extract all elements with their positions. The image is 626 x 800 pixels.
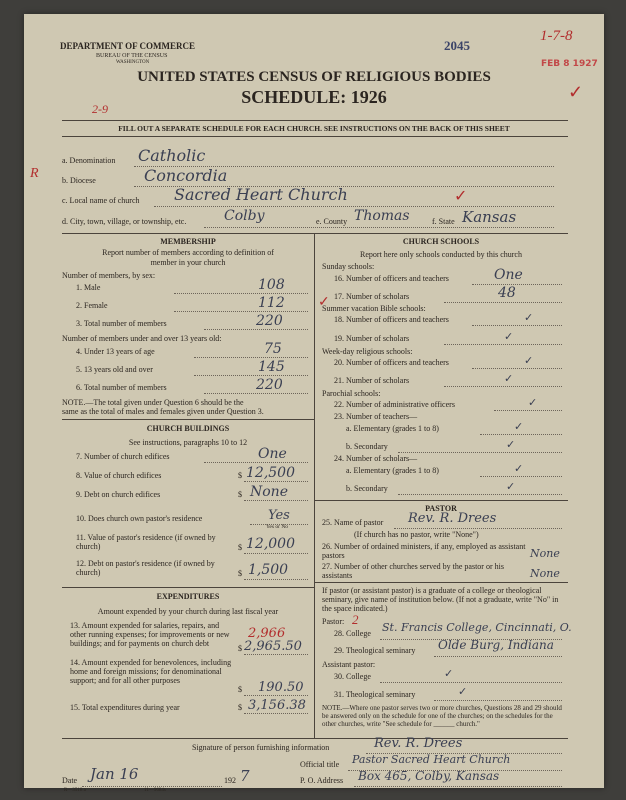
address-label: P. O. Address	[300, 776, 344, 785]
edifice-value-label: 8. Value of church edifices	[76, 471, 162, 480]
diocese-label: b. Diocese	[62, 176, 96, 185]
pastor-name-value: Rev. R. Drees	[408, 511, 497, 526]
residence-debt-value: 1,500	[248, 562, 289, 578]
male-label: 1. Male	[76, 283, 101, 292]
female-line	[174, 311, 308, 312]
assistant-college-label: 30. College	[334, 672, 371, 681]
edifice-debt-value: None	[250, 484, 288, 500]
church-edifices-line	[204, 462, 308, 463]
schools-subheading: Report here only schools conducted by this church	[360, 250, 522, 259]
no-pastor-note: (If church has no pastor, write "None")	[354, 530, 479, 539]
county-label: e. County	[316, 217, 348, 226]
weekday-scholars-label: 21. Number of scholars	[334, 376, 410, 385]
running-expenses-dollar: $	[238, 644, 242, 653]
sunday-teachers-value: One	[494, 267, 523, 283]
city-label: d. City, town, village, or township, etc.	[62, 217, 187, 226]
form-number: R—3518 a	[64, 788, 86, 793]
edifice-value-dollar: $	[238, 471, 242, 480]
teachers-label: 23. Number of teachers—	[334, 412, 418, 421]
separate-schedule-instruction: FILL OUT A SEPARATE SCHEDULE FOR EACH CHURCH. SEE INSTRUCTIONS ON THE BACK OF THIS SHEET	[118, 124, 510, 133]
weekday-scholars-line	[444, 386, 562, 387]
weekday-scholars-value: ✓	[504, 372, 514, 385]
corner-handwritten-mark: 1-7-8	[540, 28, 573, 44]
running-expenses-line	[244, 654, 308, 655]
denomination-label: a. Denomination	[62, 156, 116, 165]
schools-heading: CHURCH SCHOOLS	[402, 237, 480, 246]
local-name-line	[154, 206, 554, 207]
total-expenditures-dollar: $	[238, 703, 242, 712]
benevolences-dollar: $	[238, 685, 242, 694]
pastor-seminary-label: 29. Theological seminary	[334, 646, 416, 655]
weekday-teachers-value: ✓	[524, 354, 534, 367]
residence-value-dollar: $	[238, 543, 242, 552]
members-by-age-label: Number of members under and over 13 years old:	[62, 334, 222, 343]
other-churches-label: 27. Number of other churches served by the pastor or his assistants	[322, 562, 504, 580]
female-label: 2. Female	[76, 301, 108, 310]
address-value: Box 465, Colby, Kansas	[358, 769, 500, 783]
under-13-value: 75	[264, 341, 282, 357]
running-expenses-value: 2,965.50	[244, 639, 302, 654]
church-edifices-label: 7. Number of church edifices	[76, 452, 170, 461]
male-value: 108	[258, 277, 285, 293]
total-members-age-label: 6. Total number of members	[76, 383, 167, 392]
edifice-value-line	[244, 481, 308, 482]
scholars-secondary-label: b. Secondary	[346, 484, 388, 493]
parochial-schools-label: Parochial schools:	[322, 389, 381, 398]
year-prefix: 192	[224, 776, 236, 785]
scholars-elementary-line	[480, 476, 562, 477]
under-13-label: 4. Under 13 years of age	[76, 347, 155, 356]
benevolences-value: 190.50	[258, 680, 304, 695]
county-value: Thomas	[354, 208, 410, 224]
assistant-seminary-label: 31. Theological seminary	[334, 690, 416, 699]
date-line	[82, 786, 222, 787]
city-value: Colby	[224, 208, 265, 224]
assistant-ministers-value: None	[530, 547, 560, 560]
sunday-schools-label: Sunday schools:	[322, 262, 375, 271]
assistant-seminary-value: ✓	[458, 685, 468, 698]
total-members-age-line	[204, 393, 308, 394]
weekday-schools-label: Week-day religious schools:	[322, 347, 413, 356]
address-line	[354, 786, 562, 787]
summer-schools-label: Summer vacation Bible schools:	[322, 304, 426, 313]
red-check-mark: ✓	[568, 82, 584, 102]
female-check: ✓	[318, 295, 330, 310]
other-churches-value: None	[530, 567, 560, 580]
summer-teachers-value: ✓	[524, 311, 534, 324]
local-name-label: c. Local name of church	[62, 196, 140, 205]
teachers-secondary-label: b. Secondary	[346, 442, 388, 451]
total-expenditures-line	[244, 713, 308, 714]
sunday-scholars-line	[444, 302, 562, 303]
residence-debt-label: 12. Debt on pastor's residence (if owned by church)	[76, 559, 215, 577]
sunday-teachers-line	[472, 284, 562, 285]
scholars-secondary-value: ✓	[506, 480, 516, 493]
teachers-secondary-line	[398, 452, 562, 453]
expenditures-heading: EXPENDITURES	[156, 592, 220, 601]
residence-debt-line	[244, 579, 308, 580]
pastor-college-label: 28. College	[334, 629, 371, 638]
pastor-name-line	[394, 528, 562, 529]
under-13-line	[194, 357, 308, 358]
residence-value-label: 11. Value of pastor's residence (if owned by church)	[76, 533, 216, 551]
owns-residence-label: 10. Does church own pastor's residence	[76, 514, 203, 523]
membership-note-2: same as the total of males and females given under Question 3.	[62, 407, 264, 416]
membership-note-1: NOTE.—The total given under Question 6 should be the	[62, 398, 244, 407]
local-name-check: ✓	[454, 188, 468, 205]
total-members-value: 220	[256, 313, 283, 329]
signature-value: Rev. R. Drees	[374, 736, 463, 751]
total-members-line	[204, 329, 308, 330]
teachers-elementary-value: ✓	[514, 420, 524, 433]
summer-scholars-line	[444, 344, 562, 345]
year-value: 7	[240, 767, 250, 785]
print-code: 11—9684s	[144, 788, 166, 793]
scholars-elementary-label: a. Elementary (grades 1 to 8)	[346, 466, 439, 475]
total-members-age-value: 220	[256, 377, 283, 393]
pastor-college-value: St. Francis College, Cincinnati, O.	[382, 621, 572, 634]
benevolences-label: 14. Amount expended for benevolences, including home and foreign missions; for denominational support; and for all other purposes	[70, 658, 232, 685]
side-handwritten-mark: 2-9	[92, 102, 108, 116]
expenditures-subheading: Amount expended by your church during last fiscal year	[97, 607, 279, 616]
sunday-teachers-label: 16. Number of officers and teachers	[334, 274, 449, 283]
state-value: Kansas	[462, 208, 517, 226]
teachers-secondary-value: ✓	[506, 438, 516, 451]
edifice-value-value: 12,500	[246, 465, 295, 481]
official-title-label: Official title	[300, 760, 340, 769]
church-edifices-value: One	[258, 446, 287, 462]
scholars-elementary-value: ✓	[514, 462, 524, 475]
summer-teachers-line	[472, 325, 562, 326]
department-name: DEPARTMENT OF COMMERCE	[60, 41, 196, 51]
pastor-name-label: 25. Name of pastor	[322, 518, 384, 527]
sunday-scholars-label: 17. Number of scholars	[334, 292, 410, 301]
edifice-debt-line	[244, 500, 308, 501]
residence-value-line	[244, 553, 308, 554]
total-members-label: 3. Total number of members	[76, 319, 167, 328]
benevolences-line	[244, 695, 308, 696]
membership-subheading-2: member in your church	[150, 258, 226, 267]
received-date-stamp: FEB 8 1927	[541, 59, 598, 69]
schedule-number: 2045	[444, 38, 470, 53]
signature-label: Signature of person furnishing information	[192, 743, 330, 752]
form-title: UNITED STATES CENSUS OF RELIGIOUS BODIES	[137, 69, 491, 85]
total-expenditures-value: 3,156.38	[248, 698, 306, 713]
assistant-seminary-line	[434, 700, 562, 701]
administrative-officers-label: 22. Number of administrative officers	[334, 400, 455, 409]
official-title-value: Pastor Sacred Heart Church	[352, 753, 511, 766]
graduate-note: If pastor (or assistant pastor) is a graduate of a college or theological seminary, give name of institution below. (If not a graduate, write "No" in the space indicated.)	[322, 586, 559, 613]
margin-mark: R	[30, 166, 39, 181]
pastor-subheading: Pastor:	[322, 617, 345, 626]
schools-rule	[314, 500, 568, 501]
yes-or-no-hint: Yes or No	[266, 524, 289, 530]
over-13-label: 5. 13 years old and over	[76, 365, 153, 374]
edifice-debt-label: 9. Debt on church edifices	[76, 490, 161, 499]
edifice-debt-dollar: $	[238, 490, 242, 499]
header-rule	[62, 120, 568, 121]
assistant-ministers-label: 26. Number of ordained ministers, if any, employed as assistant pastors	[322, 542, 526, 560]
total-expenditures-label: 15. Total expenditures during year	[70, 703, 180, 712]
weekday-teachers-label: 20. Number of officers and teachers	[334, 358, 449, 367]
scholars-secondary-line	[398, 494, 562, 495]
membership-subheading-1: Report number of members according to definition of	[102, 248, 274, 257]
diocese-value: Concordia	[144, 166, 228, 185]
section-bottom-rule	[62, 738, 568, 739]
assistant-pastor-subheading: Assistant pastor:	[322, 660, 376, 669]
teachers-elementary-line	[480, 434, 562, 435]
residence-value-value: 12,000	[246, 536, 295, 552]
assistant-college-value: ✓	[444, 667, 454, 680]
owns-residence-value: Yes	[268, 508, 290, 523]
summer-scholars-value: ✓	[504, 330, 514, 343]
administrative-officers-line	[494, 410, 562, 411]
state-label: f. State	[432, 217, 455, 226]
scholars-label: 24. Number of scholars—	[334, 454, 418, 463]
assistant-college-line	[380, 682, 562, 683]
buildings-rule	[62, 587, 314, 588]
over-13-value: 145	[258, 359, 285, 375]
column-divider	[314, 233, 315, 738]
weekday-teachers-line	[472, 368, 562, 369]
location-line	[204, 227, 554, 228]
date-label: Date	[62, 776, 78, 785]
summer-scholars-label: 19. Number of scholars	[334, 334, 410, 343]
buildings-subheading: See instructions, paragraphs 10 to 12	[128, 438, 248, 447]
summer-teachers-label: 18. Number of officers and teachers	[334, 315, 449, 324]
running-expenses-label: 13. Amount expended for salaries, repairs, and other running expenses; for improvements or new buildings; and for payments on church debt	[70, 621, 230, 648]
female-value: 112	[258, 295, 285, 311]
running-expenses-note: 2,966	[248, 626, 286, 641]
over-13-line	[194, 375, 308, 376]
pastor-rule	[314, 582, 568, 583]
denomination-value: Catholic	[138, 146, 206, 165]
schedule-year-title: SCHEDULE: 1926	[241, 87, 387, 107]
members-by-sex-label: Number of members, by sex:	[62, 271, 156, 280]
pastor-heading: PASTOR	[425, 504, 457, 513]
census-schedule-page	[24, 14, 604, 793]
pastor-seminary-value: Olde Burg, Indiana	[438, 638, 554, 652]
date-value: Jan 16	[90, 765, 139, 783]
pastor-red-mark: 2	[352, 612, 359, 627]
buildings-heading: CHURCH BUILDINGS	[146, 424, 230, 433]
section-top-rule	[62, 233, 568, 234]
pastor-note: NOTE.—Where one pastor serves two or more churches, Questions 28 and 29 should be answered only on the schedule for one of the churches; on the schedules for the other churches, write "See schedule for ______ church."	[322, 704, 562, 728]
membership-rule	[62, 419, 314, 420]
bureau-city: WASHINGTON	[116, 60, 150, 65]
instruction-rule	[62, 136, 568, 137]
administrative-officers-value: ✓	[528, 396, 538, 409]
local-name-value: Sacred Heart Church	[174, 185, 348, 204]
membership-heading: MEMBERSHIP	[160, 237, 216, 246]
male-line	[174, 293, 308, 294]
residence-debt-dollar: $	[238, 569, 242, 578]
teachers-elementary-label: a. Elementary (grades 1 to 8)	[346, 424, 439, 433]
sunday-scholars-value: 48	[498, 285, 516, 301]
pastor-seminary-line	[434, 656, 562, 657]
bureau-name: BUREAU OF THE CENSUS	[96, 53, 168, 59]
